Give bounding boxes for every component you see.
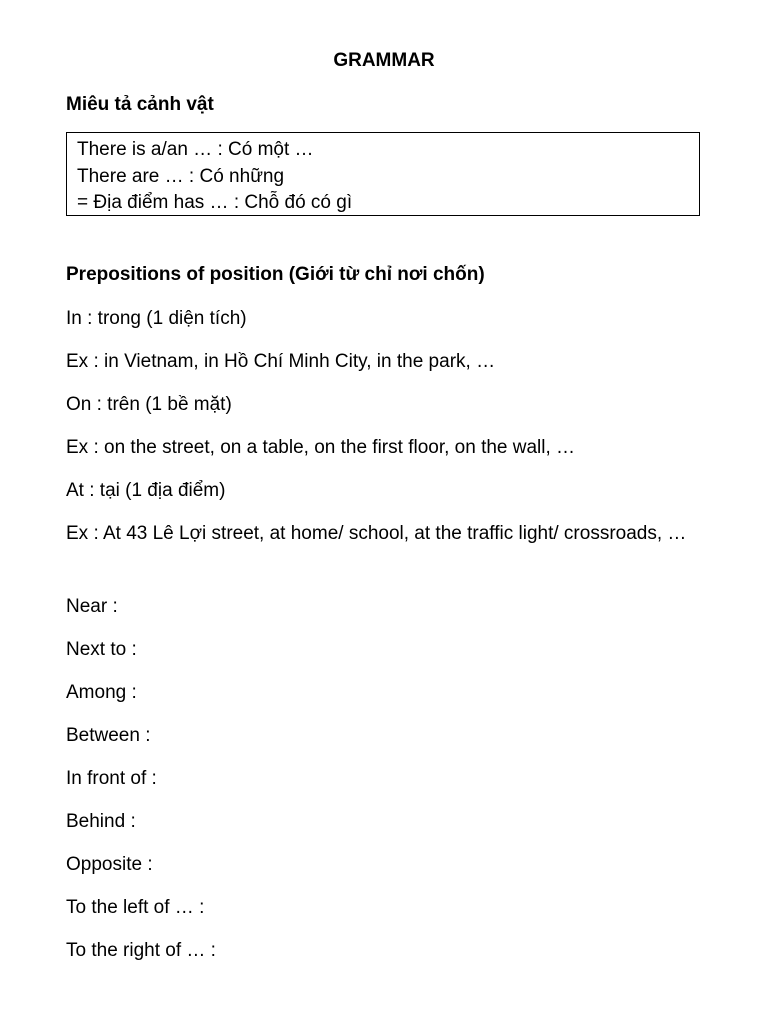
box-line-place-has: = Địa điểm has … : Chỗ đó có gì: [77, 192, 353, 213]
page-title: GRAMMAR: [333, 50, 435, 71]
line-near: Near :: [66, 596, 118, 617]
line-behind: Behind :: [66, 811, 136, 832]
line-at-example: Ex : At 43 Lê Lợi street, at home/ school, at the traffic light/ crossroads, …: [66, 523, 687, 544]
box-line-there-is: There is a/an … : Có một …: [77, 139, 314, 160]
line-on-definition: On : trên (1 bề mặt): [66, 394, 232, 415]
line-in-example: Ex : in Vietnam, in Hồ Chí Minh City, in the park, …: [66, 351, 496, 372]
line-among: Among :: [66, 682, 137, 703]
line-between: Between :: [66, 725, 151, 746]
line-on-example: Ex : on the street, on a table, on the first floor, on the wall, …: [66, 437, 576, 458]
box-line-there-are: There are … : Có những: [77, 165, 285, 187]
structure-box: [66, 132, 700, 216]
line-to-the-left-of: To the left of … :: [66, 897, 205, 918]
section-heading-scene-description: Miêu tả cảnh vật: [66, 94, 214, 115]
line-next-to: Next to :: [66, 639, 137, 660]
line-at-definition: At : tại (1 địa điểm): [66, 480, 226, 501]
line-in-definition: In : trong (1 diện tích): [66, 308, 247, 329]
section-heading-prepositions: Prepositions of position (Giới từ chỉ nơi chốn): [66, 264, 485, 285]
line-opposite: Opposite :: [66, 854, 153, 875]
line-in-front-of: In front of :: [66, 768, 157, 789]
line-to-the-right-of: To the right of … :: [66, 940, 216, 961]
